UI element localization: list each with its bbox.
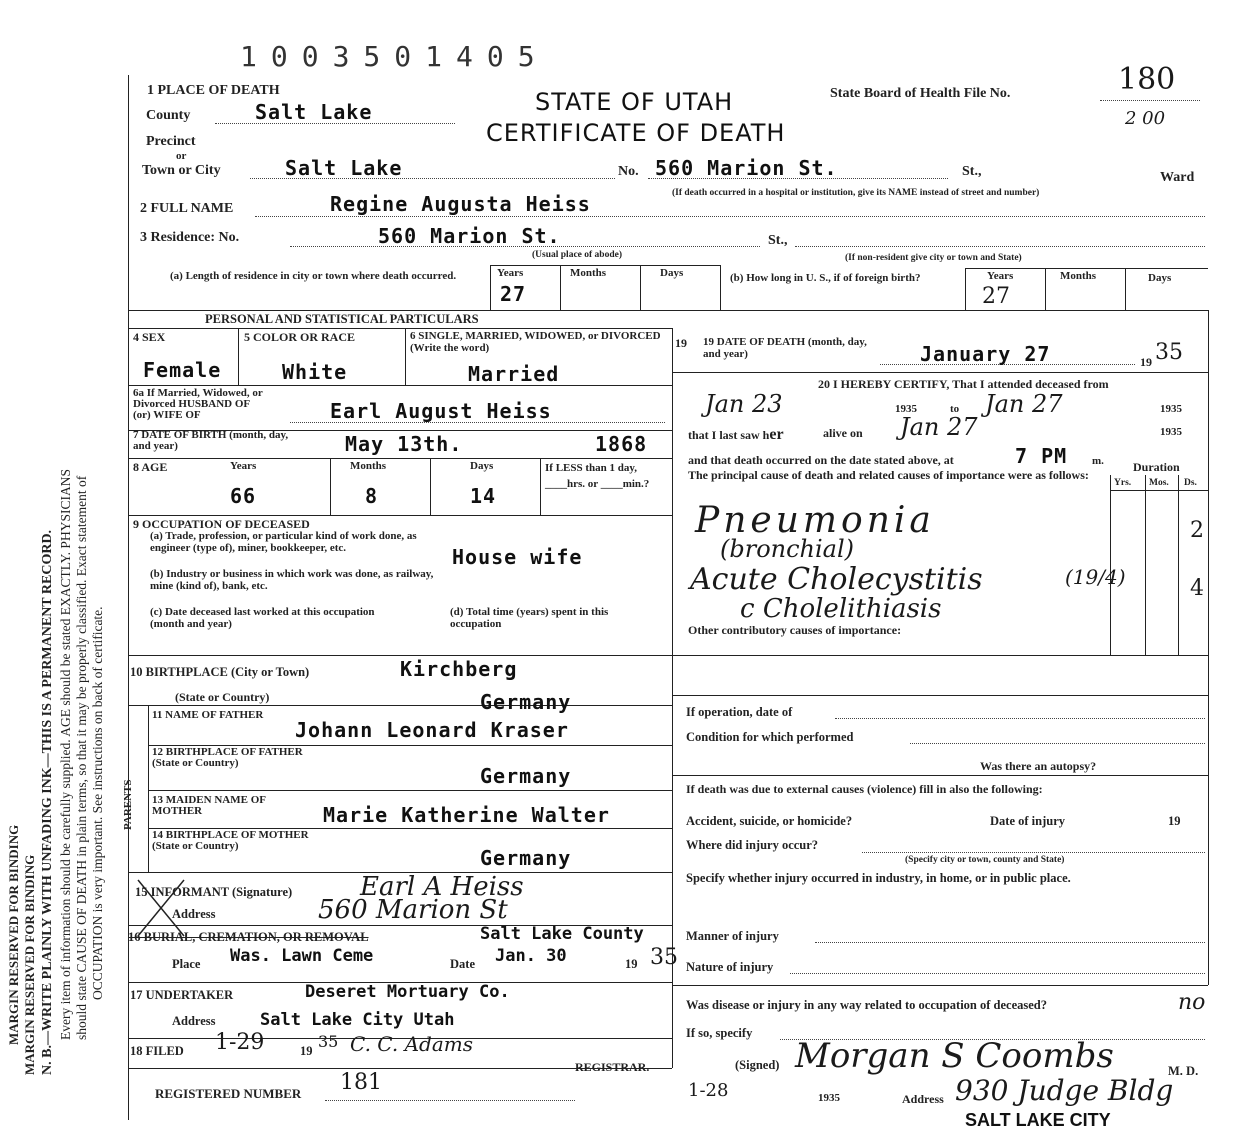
manner-label: Manner of injury [686,929,779,943]
age-months-divider [430,458,431,515]
res-box-divider-2 [560,265,561,310]
nonresident-note: (If non-resident give city or town and State) [845,253,1022,263]
mother-value: Marie Katherine Walter [323,803,610,827]
binding-margin-note-2: MARGIN RESERVED FOR BINDING [22,854,37,1075]
full-name-label: 2 FULL NAME [140,201,234,216]
county-label: County [146,108,191,123]
age-label: 8 AGE [133,460,168,474]
rule-personal-sub [128,328,672,329]
condition-line [910,743,1205,744]
birthplace-country: Germany [480,690,572,714]
alive-year: 1935 [1160,426,1182,438]
where-note: (Specify city or town, county and State) [905,855,1065,865]
burial-label: 16 BURIAL, CREMATION, OR REMOVAL [128,930,369,944]
dob-value: May 13th. [345,432,463,456]
cause-2-days: 4 [1190,576,1204,601]
birthplace-city: Kirchberg [400,657,518,681]
rule-father-bp-row [148,790,672,791]
board-file-number: 180 [1118,62,1176,97]
usres-divider-2 [1045,268,1046,310]
duration-yrs-label: Yrs. [1114,478,1132,488]
injury-date-label: Date of injury [990,814,1065,828]
form-right-border [1208,310,1209,985]
registrar-signature: C. C. Adams [350,1032,474,1056]
margin-instruction-2: Every item of information should be carefully supplied. AGE should be stated EXACTLY. PHYSICIANS [58,469,73,1040]
us-days-label: Days [1148,272,1172,284]
marital-label: 6 SINGLE, MARRIED, WIDOWED, or DIVORCED (Write the word) [410,330,661,354]
where-label: Where did injury occur? [686,838,819,852]
death-date-year: 35 [1155,340,1183,365]
us-months-label: Months [1060,270,1097,282]
street-value: 560 Marion St. [655,156,838,180]
occupation-value: House wife [452,545,583,569]
contrib-label: Other contributory causes of importance: [688,623,902,637]
serial-number: 1003501405 [240,40,549,73]
birthplace-label: 10 BIRTHPLACE (City or Town) [130,665,310,679]
death-date-label-num: 19 [675,336,687,350]
occupation-label: 9 OCCUPATION OF DECEASED [133,517,310,531]
age-years-label: Years [230,460,257,472]
margin-instruction-4: OCCUPATION is very important. See instructions on back of certificate. [90,606,105,1000]
usual-abode-note: (Usual place of abode) [532,250,622,260]
external-label: If death was due to external causes (violence) fill in also the following: [686,782,1043,796]
manner-line [815,942,1205,943]
duration-col-ds [1178,475,1179,655]
age-months-value: 8 [365,484,379,508]
operation-date-label: If operation, date of [686,705,793,719]
certify-from: Jan 23 [705,390,783,418]
registered-number: 181 [340,1070,382,1095]
undertaker-address: Salt Lake City Utah [260,1010,455,1030]
registered-number-label: REGISTERED NUMBER [155,1086,302,1101]
duration-col-mos [1145,475,1146,655]
nature-line [790,973,1205,974]
alive-on-label: alive on [823,426,863,440]
form-title-state: STATE OF UTAH [535,88,734,116]
cause-1-days: 2 [1190,518,1204,543]
burial-date: Jan. 30 [495,946,567,966]
burial-place: Was. Lawn Ceme [230,946,374,966]
father-bp-value: Germany [480,764,572,788]
death-date-year-prefix: 19 [1140,355,1152,369]
physician-date: 1-28 [688,1080,729,1101]
street-line [648,178,948,179]
rule-death-date-row [672,372,1208,373]
res-years-value: 27 [500,282,527,306]
rule-injury-bottom [672,985,1208,986]
duration-mos-label: Mos. [1149,478,1169,488]
margin-instruction-3: should state CAUSE OF DEATH in plain terms, so that it may be properly classified. Exact statement of [74,475,89,1040]
us-years-value: 27 [982,284,1010,309]
rule-personal-top [128,310,1208,311]
rule-cause-bottom [672,655,1208,656]
occupation-d-label: (d) Total time (years) spent in this occupation [450,606,609,630]
filed-label: 18 FILED [130,1044,184,1058]
dob-label: 7 DATE OF BIRTH (month, day, and year) [133,429,289,452]
operation-date-line [835,718,1205,719]
undertaker-value: Deseret Mortuary Co. [305,982,510,1002]
usres-divider-3 [1125,268,1126,310]
city-stamp: SALT LAKE CITY [965,1110,1111,1130]
condition-label: Condition for which performed [686,730,854,744]
mother-bp-value: Germany [480,846,572,870]
board-file-line [1100,100,1200,101]
occupation-a-label: (a) Trade, profession, or particular kind of work done, as engineer (type of), miner, bookkeeper, etc. [150,530,417,554]
nature-label: Nature of injury [686,960,774,974]
filed-year: 35 [318,1032,339,1051]
usres-divider-1 [965,268,966,310]
informant-signature: Earl A Heiss [360,872,524,902]
hospital-note: (If death occurred in a hospital or institution, give its NAME instead of street and number) [672,188,1040,198]
res-box-divider-3 [640,265,641,310]
street-st-label: St., [962,164,982,179]
sex-color-divider [238,328,239,385]
county-value: Salt Lake [255,100,373,124]
age-days-divider [540,458,541,515]
rule-sex-row [128,385,672,386]
injury-year-prefix: 19 [1168,814,1181,828]
length-residence-label: (a) Length of residence in city or town where death occurred. [170,270,457,282]
related-specify-label: If so, specify [686,1026,753,1040]
res-box-divider-4 [720,265,721,310]
rule-contrib-bottom [672,695,1208,696]
autopsy-label: Was there an autopsy? [980,759,1097,773]
informant-address: 560 Marion St [318,895,508,925]
board-file-sub: 2 00 [1125,108,1166,129]
spouse-value: Earl August Heiss [330,399,552,423]
undertaker-label: 17 UNDERTAKER [130,988,234,1002]
res-days-label: Days [660,267,684,279]
color-value: White [282,360,348,384]
burial-year-prefix: 19 [625,957,638,971]
registered-number-line [325,1100,575,1101]
occupation-c-label: (c) Date deceased last worked at this occupation (month and year) [150,606,375,630]
certify-to-year: 1935 [1160,403,1182,415]
filed-year-prefix: 19 [300,1044,313,1058]
residence-value: 560 Marion St. [378,224,561,248]
place-of-death-heading: 1 PLACE OF DEATH [147,83,280,98]
related-label: Was disease or injury in any way related to occupation of deceased? [686,998,1047,1012]
alive-date: Jan 27 [900,413,978,441]
burial-value: Salt Lake County [480,924,644,944]
residence-line-2 [795,246,1205,247]
age-years-divider [330,458,331,515]
spouse-label: 6a If Married, Widowed, or Divorced HUSBAND OF (or) WIFE OF [133,387,263,421]
death-date-label: 19 DATE OF DEATH (month, day, and year) [703,336,867,360]
marital-value: Married [468,362,560,386]
us-years-label: Years [987,270,1014,282]
death-time: 7 PM [1015,444,1068,468]
signed-label: (Signed) [735,1058,780,1072]
precinct-label: Precinct [146,134,196,149]
md-label: M. D. [1168,1064,1199,1078]
physician-address: 930 Judge Bldg [955,1074,1174,1107]
age-years-value: 66 [230,484,257,508]
burial-year: 35 [650,945,678,970]
full-name-line [255,216,1205,217]
sex-label: 4 SEX [133,330,166,344]
rule-dob-row [128,458,672,459]
physician-signature: Morgan S Coombs [795,1036,1114,1076]
mother-label: 13 MAIDEN NAME OF MOTHER [152,794,266,817]
personal-heading: PERSONAL AND STATISTICAL PARTICULARS [205,312,479,326]
margin-instruction-1: N. B.—WRITE PLAINLY WITH UNFADING INK—THIS IS A PERMANENT RECORD. [40,529,55,1075]
parents-label: PARENTS [122,779,134,830]
registrar-label: REGISTRAR. [575,1060,650,1074]
parents-column-divider [148,705,149,872]
injury-specify-label: Specify whether injury occurred in industry, in home, or in public place. [686,871,1071,885]
color-label: 5 COLOR OR RACE [244,330,356,344]
town-label: Town or City [142,163,221,178]
cause-label: The principal cause of death and related causes of importance were as follows: [688,468,1089,482]
full-name-value: Regine Augusta Heiss [330,192,591,216]
dob-year: 1868 [595,432,648,456]
death-date-value: January 27 [920,342,1051,366]
town-value: Salt Lake [285,156,403,180]
informant-address-label: Address [172,907,216,921]
ward-label: Ward [1160,170,1195,185]
occurred-label: and that death occurred on the date stated above, at [688,453,954,467]
father-value: Johann Leonard Kraser [295,718,569,742]
color-marital-divider [405,328,406,385]
binding-margin-note: MARGIN RESERVED FOR BINDING [6,824,21,1045]
rule-occupation-row [128,655,672,656]
rule-age-row [128,515,672,516]
cause-1: Pneumonia [695,500,935,541]
rule-autopsy-bottom [672,775,1208,776]
duration-ds-label: Ds. [1184,478,1197,488]
age-days-label: Days [470,460,494,472]
cause-2b: c Cholelithiasis [740,594,942,624]
cause-2-note: (19/4) [1065,565,1126,589]
age-months-label: Months [350,460,387,472]
time-m-label: m. [1092,455,1104,467]
form-title-certificate: CERTIFICATE OF DEATH [486,119,786,147]
burial-place-label: Place [172,957,201,971]
related-value: no [1178,990,1206,1015]
residence-st-label: St., [768,233,788,248]
us-residence-label: (b) How long in U. S., if of foreign birth? [730,272,921,284]
filed-date: 1-29 [215,1030,265,1055]
certify-from-year: 1935 [895,403,917,415]
mother-bp-label: 14 BIRTHPLACE OF MOTHER (State or Country) [152,829,309,852]
cause-2: Acute Cholecystitis [690,562,983,597]
birthplace-state-label: (State or Country) [175,690,270,704]
father-label: 11 NAME OF FATHER [152,709,264,721]
duration-header-rule [1110,490,1208,491]
certify-label: 20 I HEREBY CERTIFY, That I attended deceased from [818,377,1109,391]
residence-label: 3 Residence: No. [140,230,240,245]
last-seen-label: that I last saw her [688,426,784,443]
res-months-label: Months [570,267,607,279]
accident-label: Accident, suicide, or homicide? [686,814,853,828]
physician-address-label: Address [902,1092,944,1106]
informant-cross-mark [136,878,186,938]
physician-year: 1935 [818,1092,840,1104]
undertaker-address-label: Address [172,1014,216,1028]
or-label: or [176,150,187,162]
burial-date-label: Date [450,957,475,971]
certify-to-label: to [950,403,960,415]
occupation-b-label: (b) Industry or business in which work was done, as railway, mine (kind of), bank, etc. [150,568,434,592]
street-no-label: No. [618,164,639,179]
certify-to: Jan 27 [985,390,1063,418]
usres-box-top [965,268,1208,269]
res-box-divider-1 [490,265,491,310]
where-line [862,852,1205,853]
age-less-label: If LESS than 1 day, ____hrs. or ____min.? [545,462,650,490]
informant-label: 15 INFORMANT (Signature) [135,885,293,899]
cause-1b: (bronchial) [720,535,855,563]
father-bp-label: 12 BIRTHPLACE OF FATHER (State or Country) [152,746,303,769]
form-left-border [128,75,129,1120]
duration-label: Duration [1133,460,1180,474]
rule-birthplace-row [128,705,672,706]
sex-value: Female [143,358,222,382]
residence-box-top [490,265,720,266]
board-file-label: State Board of Health File No. [830,86,1011,101]
age-days-value: 14 [470,484,497,508]
res-years-label: Years [497,267,524,279]
